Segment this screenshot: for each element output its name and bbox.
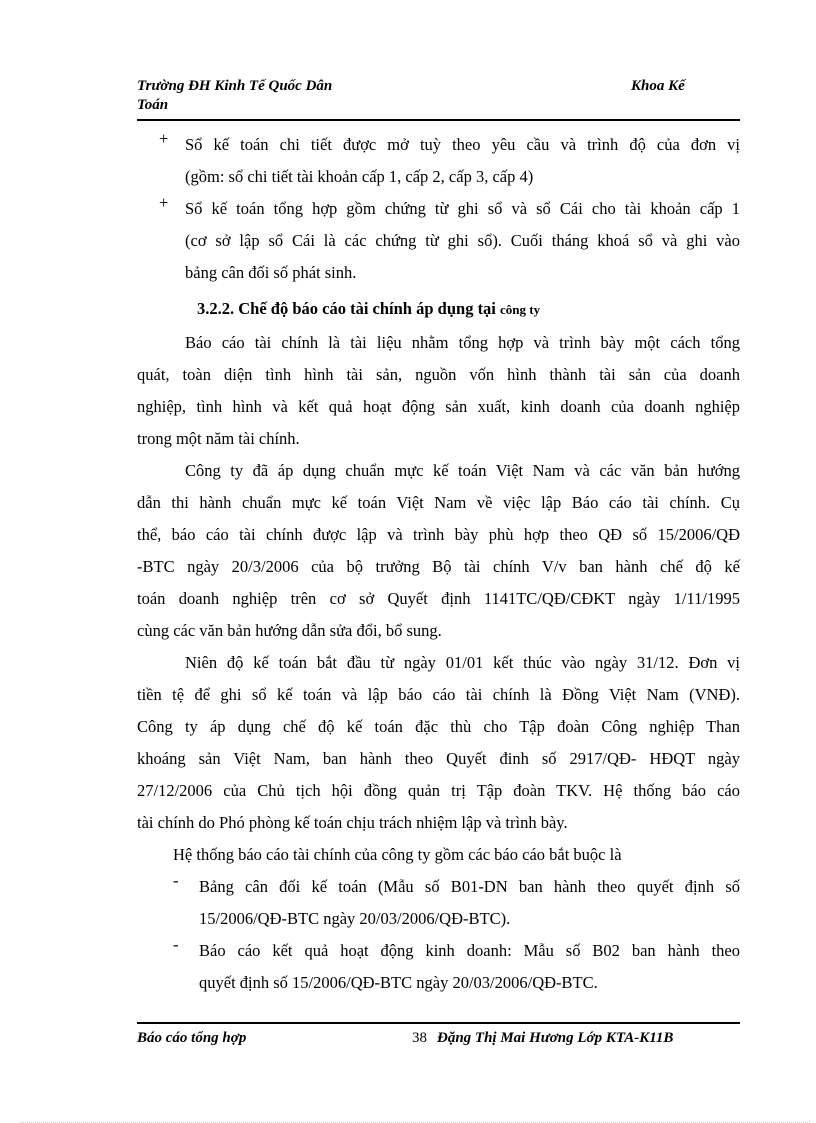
bullet-item [137, 193, 740, 289]
dash-item [137, 871, 740, 935]
text-line: Sổ kế toán chi tiết được mở tuỳ theo yêu cầu và trình độ của đơn vị [185, 135, 740, 154]
footer-author: Đặng Thị Mai Hương Lớp KTA-K11B [437, 1030, 674, 1046]
text-line: cùng các văn bản hướng dẫn sửa đổi, bổ sung. [137, 621, 442, 640]
text-line: quát, toàn diện tình hình tài sản, nguồn vốn hình thành tài sản của doanh [137, 365, 740, 384]
text-line: Bảng cân đối kế toán (Mẫu số B01-DN ban hành theo quyết định số [199, 877, 740, 896]
dash-item [137, 935, 740, 999]
text-line: tài chính do Phó phòng kế toán chịu trách nhiệm lập và trình bày. [137, 813, 568, 832]
dash-bullet-icon: - [173, 871, 179, 890]
paragraph [137, 455, 740, 647]
section-heading-main: 3.2.2. Chế độ báo cáo tài chính áp dụng tại [197, 299, 501, 318]
bullet-item [137, 129, 740, 193]
footer-report-title: Báo cáo tổng hợp [137, 1030, 247, 1046]
text-line: nghiệp, tình hình và kết quả hoạt động sản xuất, kinh doanh của doanh nghiệp [137, 397, 740, 416]
header-faculty: Khoa Kế [631, 78, 685, 94]
text-line: Sổ kế toán tổng hợp gồm chứng từ ghi sổ và sổ Cái cho tài khoản cấp 1 [185, 199, 740, 218]
dash-bullet-icon: - [173, 935, 179, 954]
list-intro: Hệ thống báo cáo tài chính của công ty gồm các báo cáo bắt buộc là [173, 845, 622, 864]
text-line: toán doanh nghiệp trên cơ sở Quyết định 1141TC/QĐ/CĐKT ngày 1/11/1995 [137, 589, 740, 608]
text-line: -BTC ngày 20/3/2006 của bộ trưởng Bộ tài chính V/v ban hành chế độ kế [137, 557, 740, 576]
header-school: Trường ĐH Kinh Tế Quốc Dân [137, 78, 333, 94]
header-faculty-wrap: Toán [137, 97, 169, 113]
section-heading-tail: công ty [500, 302, 541, 317]
page-header [137, 75, 740, 121]
paragraph [137, 647, 740, 839]
text-line: thể, báo cáo tài chính được lập và trình bày phù hợp theo QĐ số 15/2006/QĐ [137, 525, 740, 544]
text-line: Báo cáo kết quả hoạt động kinh doanh: Mẫu số B02 ban hành theo [199, 941, 740, 960]
text-line: Niên độ kế toán bắt đầu từ ngày 01/01 kết thúc vào ngày 31/12. Đơn vị [185, 653, 740, 672]
text-line: 27/12/2006 của Chủ tịch hội đồng quản trị Tập đoàn TKV. Hệ thống báo cáo [137, 781, 740, 800]
text-line: Công ty đã áp dụng chuẩn mực kế toán Việt Nam và các văn bản hướng [185, 461, 740, 480]
text-line: 15/2006/QĐ-BTC ngày 20/03/2006/QĐ-BTC). [199, 909, 511, 928]
text-line: Công ty áp dụng chế độ kế toán đặc thù cho Tập đoàn Công nghiệp Than [137, 717, 740, 736]
text-line: Báo cáo tài chính là tài liệu nhằm tổng hợp và trình bày một cách tổng [185, 333, 740, 352]
section-heading [137, 289, 740, 327]
text-line: dẫn thi hành chuẩn mực kế toán Việt Nam về việc lập Báo cáo tài chính. Cụ [137, 493, 740, 512]
page-footer [137, 1022, 740, 1046]
text-line: trong một năm tài chính. [137, 429, 300, 448]
text-line: khoáng sản Việt Nam, ban hành theo Quyết đinh số 2917/QĐ- HĐQT ngày [137, 749, 740, 768]
page-body [137, 129, 740, 999]
plus-bullet-icon: + [159, 193, 169, 212]
text-line: bảng cân đối số phát sinh. [185, 263, 357, 282]
text-line: tiền tệ để ghi sổ kế toán và lập báo cáo tài chính là Đồng Việt Nam (VNĐ). [137, 685, 740, 704]
text-line: (gồm: sổ chi tiết tài khoản cấp 1, cấp 2, cấp 3, cấp 4) [185, 167, 534, 186]
page-number: 38 [412, 1030, 427, 1046]
paragraph [137, 327, 740, 455]
text-line: quyết định số 15/2006/QĐ-BTC ngày 20/03/2006/QĐ-BTC. [199, 973, 598, 992]
text-line: (cơ sở lập sổ Cái là các chứng từ ghi sổ). Cuối tháng khoá sổ và ghi vào [185, 231, 740, 250]
plus-bullet-icon: + [159, 129, 169, 148]
